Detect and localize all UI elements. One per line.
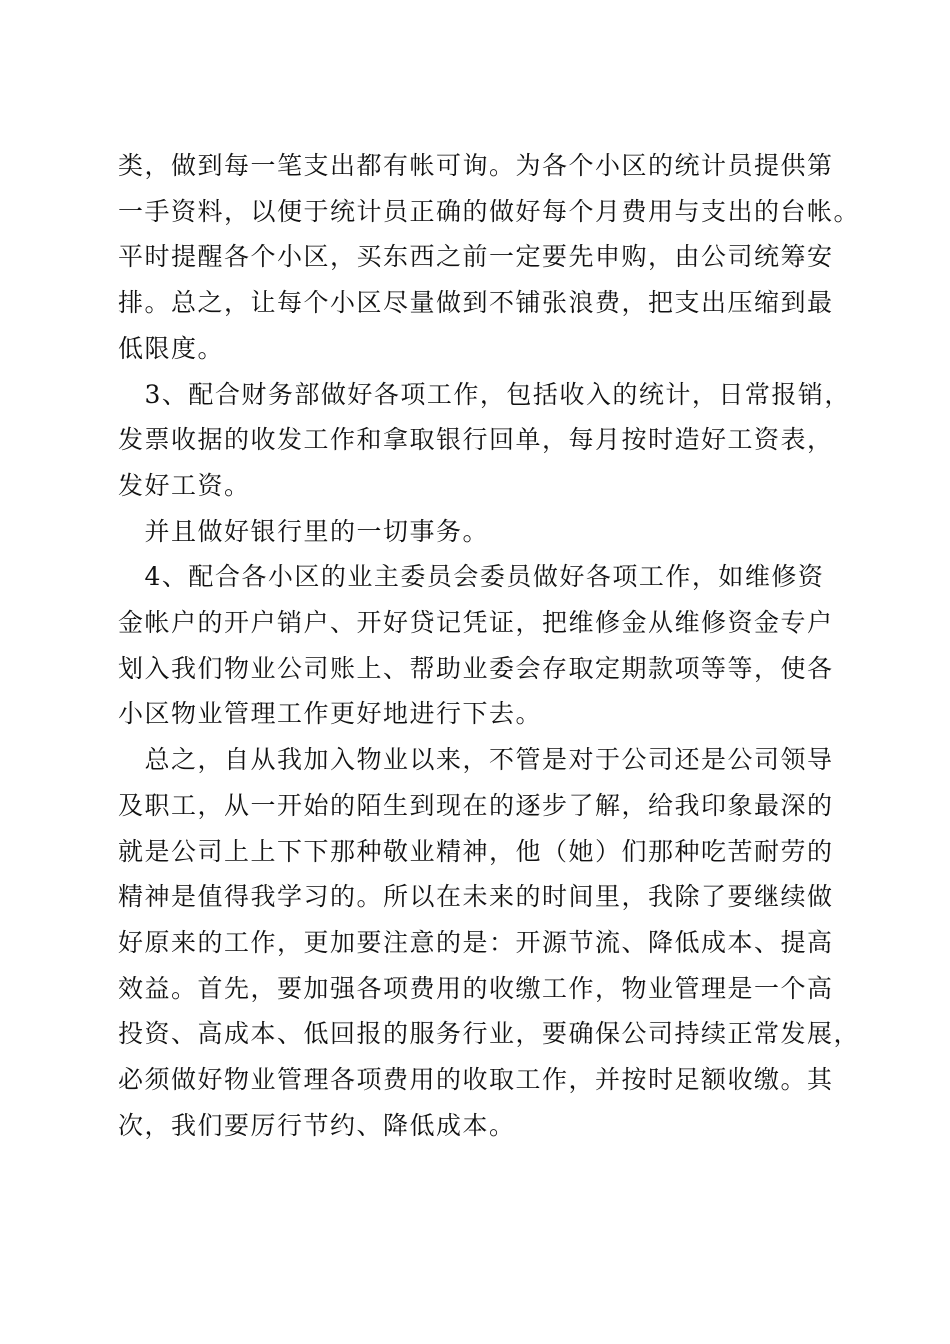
paragraph-expense-control [118, 143, 861, 372]
text-line: 及职工，从一开始的陌生到现在的逐步了解，给我印象最深的 [118, 790, 834, 820]
text-line: 金帐户的开户销户、开好贷记凭证，把维修金从维修资金专户 [118, 608, 834, 638]
text-line: 并且做好银行里的一切事务。 [118, 516, 490, 546]
text-line: 排。总之，让每个小区尽量做到不铺张浪费，把支出压缩到最 [118, 288, 834, 318]
document-body [118, 143, 861, 1148]
paragraph-item-4 [118, 554, 848, 737]
text-line: 3、配合财务部做好各项工作，包括收入的统计，日常报销， [118, 379, 851, 409]
text-line: 次，我们要厉行节约、降低成本。 [118, 1110, 516, 1140]
text-line: 类，做到每一笔支出都有帐可询。为各个小区的统计员提供第 [118, 151, 834, 180]
text-line: 投资、高成本、低回报的服务行业，要确保公司持续正常发展， [118, 1019, 861, 1049]
paragraph-bank-affairs [118, 509, 848, 555]
text-line: 低限度。 [118, 333, 225, 363]
text-line: 平时提醒各个小区，买东西之前一定要先申购，由公司统筹安 [118, 242, 834, 272]
text-line: 总之，自从我加入物业以来，不管是对于公司还是公司领导 [118, 745, 834, 775]
paragraph-item-3 [118, 372, 851, 509]
text-line: 好原来的工作，更加要注意的是：开源节流、降低成本、提高 [118, 927, 834, 957]
text-line: 发票收据的收发工作和拿取银行回单，每月按时造好工资表， [118, 425, 834, 455]
text-line: 小区物业管理工作更好地进行下去。 [118, 699, 543, 729]
text-line: 一手资料，以便于统计员正确的做好每个月费用与支出的台帐。 [118, 196, 861, 226]
text-line: 必须做好物业管理各项费用的收取工作，并按时足额收缴。其 [118, 1065, 834, 1095]
text-line: 精神是值得我学习的。所以在未来的时间里，我除了要继续做 [118, 882, 834, 912]
text-line: 就是公司上上下下那种敬业精神，他（她）们那种吃苦耐劳的 [118, 836, 834, 866]
text-line: 发好工资。 [118, 470, 251, 500]
text-line: 4、配合各小区的业主委员会委员做好各项工作，如维修资 [118, 562, 825, 592]
text-line: 划入我们物业公司账上、帮助业委会存取定期款项等等，使各 [118, 653, 834, 683]
paragraph-summary [118, 737, 861, 1148]
text-line: 效益。首先，要加强各项费用的收缴工作，物业管理是一个高 [118, 973, 834, 1003]
